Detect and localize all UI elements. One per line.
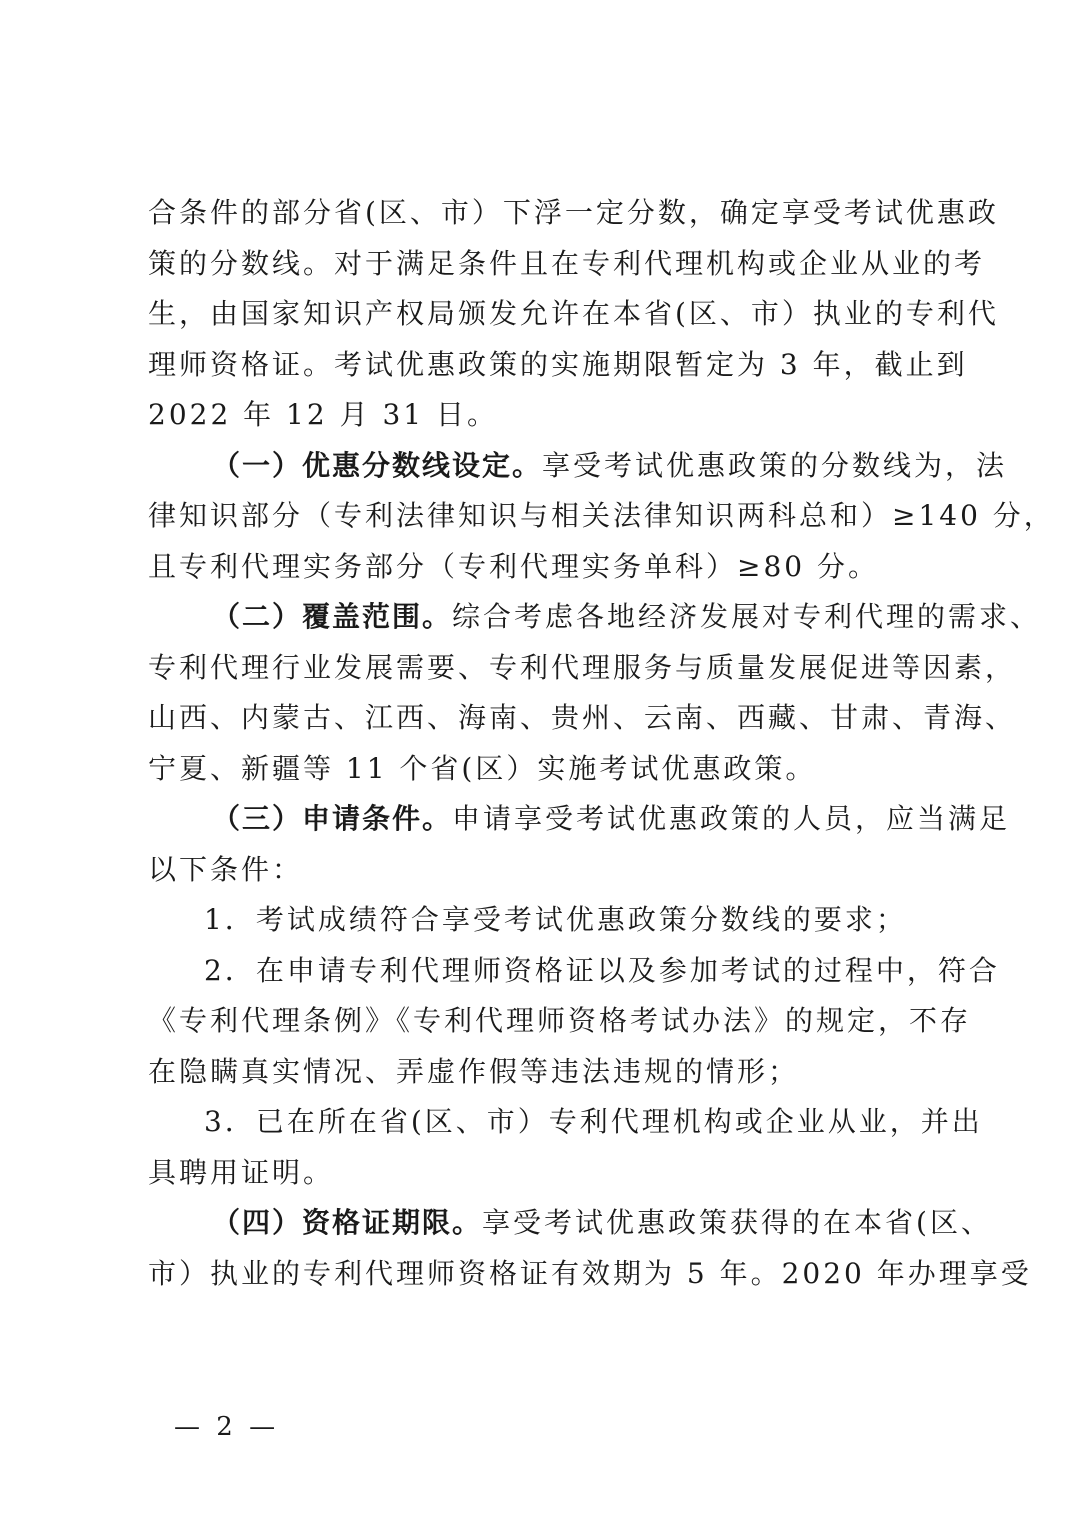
text-line: 合条件的部分省(区、市）下浮一定分数，确定享受考试优惠政 (148, 196, 999, 229)
section-4-heading: （四）资格证期限。 (212, 1206, 483, 1239)
text-line: 2022 年 12 月 31 日。 (148, 398, 499, 431)
list-item-1: 1．考试成绩符合享受考试优惠政策分数线的要求； (204, 903, 907, 936)
section-2-first-line (148, 592, 1042, 643)
list-item-3: 3．已在所在省(区、市）专利代理机构或企业从业，并出 (204, 1105, 983, 1138)
text-line: 具聘用证明。 (148, 1155, 335, 1189)
text-line: 市）执业的专利代理师资格证有效期为 5 年。2020 年办理享受 (148, 1256, 1032, 1290)
document-body (148, 188, 1055, 1299)
text-line: 理师资格证。考试优惠政策的实施期限暂定为 3 年，截止到 (148, 347, 968, 381)
section-2-text: 综合考虑各地经济发展对专利代理的需求、 (452, 600, 1042, 633)
section-1-first-line (148, 441, 1008, 492)
section-4-text: 享受考试优惠政策获得的在本省(区、 (482, 1206, 992, 1239)
section-3-text: 申请享受考试优惠政策的人员，应当满足 (452, 802, 1011, 835)
text-line: 生，由国家知识产权局颁发允许在本省(区、市）执业的专利代 (148, 297, 999, 330)
list-item-2: 2．在申请专利代理师资格证以及参加考试的过程中，符合 (204, 953, 1000, 987)
text-line: 在隐瞒真实情况、弄虚作假等违法违规的情形； (148, 1054, 800, 1088)
section-1-heading: （一）优惠分数线设定。 (212, 448, 543, 482)
text-line: 山西、内蒙古、江西、海南、贵州、云南、西藏、甘肃、青海、 (148, 701, 1017, 734)
text-line: 宁夏、新疆等 11 个省(区）实施考试优惠政策。 (148, 751, 817, 785)
text-line: 且专利代理实务部分（专利代理实务单科）≥80 分。 (148, 549, 879, 583)
section-2-heading: （二）覆盖范围。 (212, 600, 453, 633)
text-line: 专利代理行业发展需要、专利代理服务与质量发展促进等因素， (148, 650, 1017, 684)
page-number: — 2 — (174, 1412, 280, 1442)
section-3-heading: （三）申请条件。 (212, 802, 453, 835)
section-1-text: 享受考试优惠政策的分数线为，法 (542, 448, 1008, 482)
section-3-first-line (148, 794, 1011, 845)
text-line: 以下条件： (148, 852, 304, 886)
text-line: 律知识部分（专利法律知识与相关法律知识两科总和）≥140 分， (148, 499, 1055, 532)
text-line: 《专利代理条例》《专利代理师资格考试办法》的规定，不存 (148, 1004, 972, 1037)
section-4-first-line (148, 1198, 992, 1249)
text-line: 策的分数线。对于满足条件且在专利代理机构或企业从业的考 (148, 246, 986, 280)
